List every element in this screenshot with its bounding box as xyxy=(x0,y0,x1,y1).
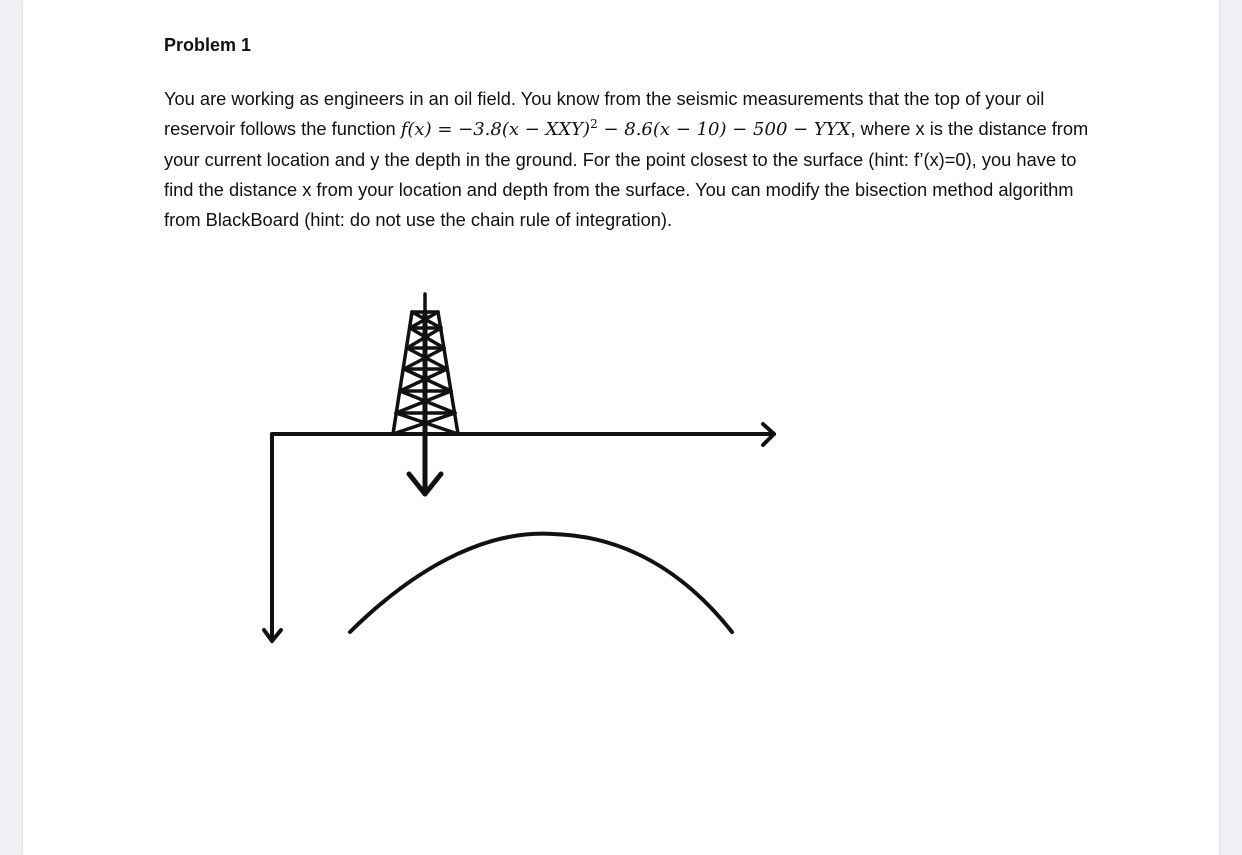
statement-part1: You are working as engineers in an oil field. You know from the seismic measurements that the top of your oil reservoir follows the function xyxy=(164,88,1045,139)
equation-lhs: f(x) = xyxy=(400,119,459,140)
equation-rhs-b: − 8.6(x − 10) − 500 − YYX xyxy=(597,119,851,140)
oil-field-diagram xyxy=(23,0,1219,855)
document-page xyxy=(23,0,1219,855)
equation-rhs-a: −3.8(x − XXY) xyxy=(458,119,591,140)
problem-title: Problem 1 xyxy=(164,35,252,55)
statement-part2: , where x is the distance from your current location and y the depth in the ground. For the point closest to the surface (hint: f’(x)=0), you have to find the distance x from your location and depth from the surface. You can modify the bisection method algorithm from BlackBoard (hint: do not use the chain rule of integration). xyxy=(164,118,1089,230)
equation-exponent: 2 xyxy=(590,117,598,131)
reservoir-curve xyxy=(350,534,732,632)
